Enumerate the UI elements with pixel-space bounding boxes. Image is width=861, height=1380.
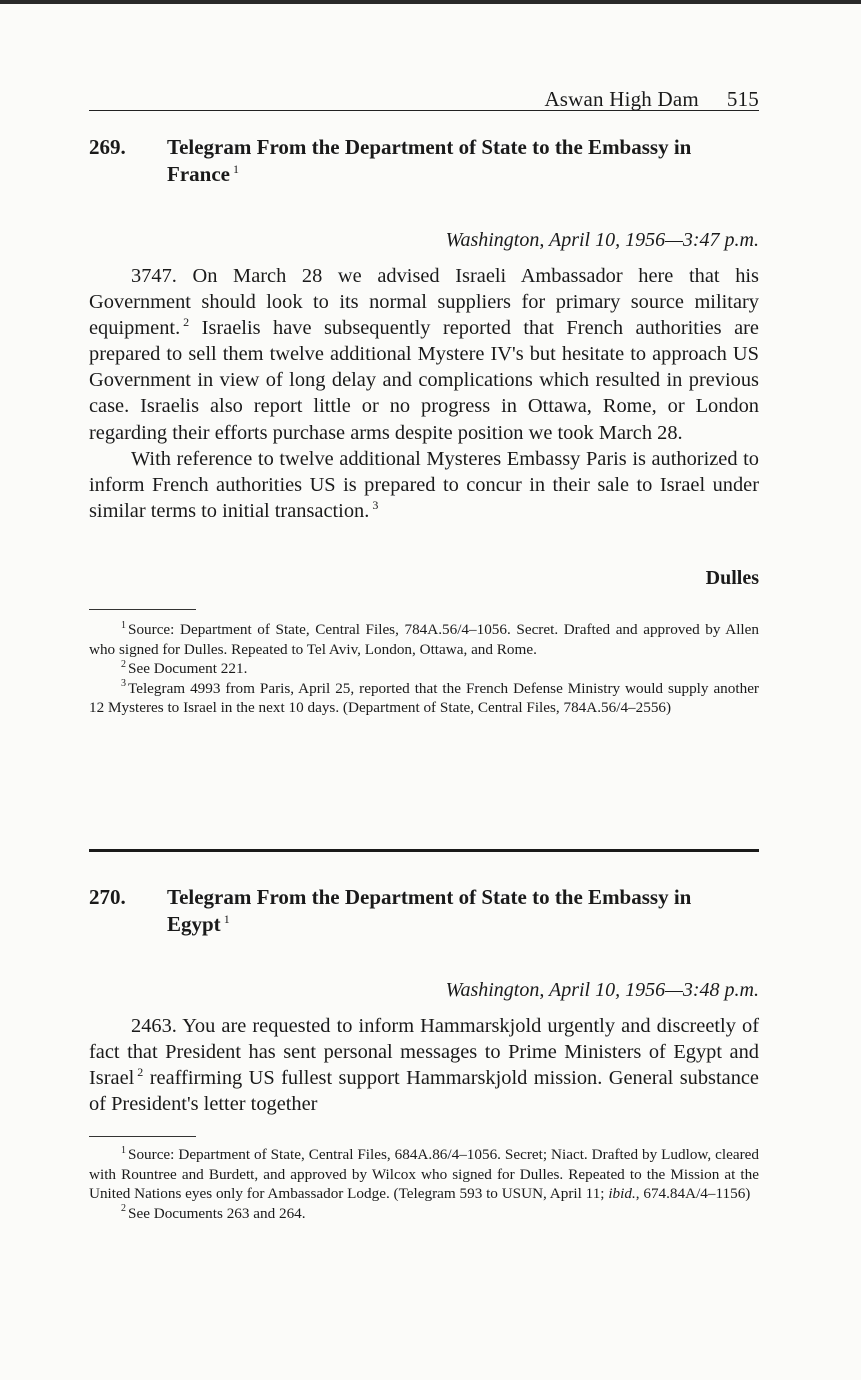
footnote — [89, 679, 759, 718]
document-title — [167, 884, 759, 938]
footnote-text: Source: Department of State, Central Files, 784A.56/4–1056. Secret. Drafted and approved by Allen who signed for Dulles. Repeated to Tel Aviv, London, Ottawa, and Rome. — [89, 621, 759, 658]
footnote-ibid: ibid. — [608, 1185, 636, 1202]
signature: Dulles — [705, 567, 759, 589]
dateline: Washington, April 10, 1956—3:48 p.m. — [445, 979, 759, 1001]
paragraph-text: reaffirming US fullest support Hammarskjold mission. General substance of President's letter together — [89, 1067, 759, 1116]
running-header-title: Aswan High Dam — [544, 87, 699, 111]
document-title-text: Telegram From the Department of State to the Embassy in France — [167, 135, 692, 186]
footnote — [89, 659, 759, 679]
page-top-edge — [0, 0, 861, 4]
footnotes — [89, 620, 759, 718]
document-269-body — [89, 263, 759, 524]
paragraph-text: With reference to twelve additional Mysteres Embassy Paris is authorized to inform French authorities US is prepared to concur in their sale to Israel under similar terms to initial transaction. — [89, 447, 759, 522]
footnote-divider — [89, 609, 196, 610]
footnote-number: 2 — [121, 658, 126, 670]
section-divider — [89, 849, 759, 852]
footnote-ref: 1 — [232, 162, 239, 176]
document-270-heading — [89, 884, 759, 938]
footnote — [89, 1145, 759, 1204]
document-number: 270. — [89, 885, 126, 909]
paragraph — [89, 1013, 759, 1117]
document-title — [167, 134, 759, 188]
footnote-text: See Document 221. — [128, 660, 248, 677]
paragraph — [89, 446, 759, 524]
footnote — [89, 1204, 759, 1224]
footnotes — [89, 1145, 759, 1223]
document-title-text: Telegram From the Department of State to the Embassy in Egypt — [167, 885, 692, 936]
footnote-number: 2 — [121, 1203, 126, 1215]
footnote-ref: 1 — [223, 912, 230, 926]
paragraph-text: 2463. You are requested to inform Hammarskjold urgently and discreetly of fact that President has sent personal messages to Prime Ministers of Egypt and Israel — [89, 1015, 759, 1090]
document-number: 269. — [89, 135, 126, 159]
paragraph — [89, 263, 759, 446]
footnote — [89, 620, 759, 659]
footnote-number: 1 — [121, 1144, 126, 1156]
footnote-ref: 3 — [372, 498, 379, 513]
footnote-text: See Documents 263 and 264. — [128, 1204, 306, 1222]
document-270-body — [89, 1013, 759, 1117]
page-number: 515 — [726, 87, 759, 111]
footnote-text: Telegram 4993 from Paris, April 25, reported that the French Defense Ministry would supply another 12 Mysteres to Israel in the next 10 days. (Department of State, Central Files, 784A.56/4–2556) — [89, 679, 759, 716]
paragraph-text: 3747. On March 28 we advised Israeli Ambassador here that his Government should look to its normal suppliers for primary source military equipment. — [89, 265, 759, 340]
footnote-ref: 2 — [183, 315, 190, 330]
document-269-heading — [89, 134, 759, 188]
running-header — [89, 88, 759, 111]
paragraph-text: Israelis have subsequently reported that French authorities are prepared to sell them twelve additional Mystere IV's but hesitate to approach US Government in view of long delay and complications which resulted in previous case. Israelis also report little or no progress in Ottawa, Rome, or London regarding their efforts purchase arms despite position we took March 28. — [89, 317, 759, 444]
footnote-text: , 674.84A/4–1156) — [635, 1185, 751, 1202]
footnote-text: Source: Department of State, Central Files, 684A.86/4–1056. Secret; Niact. Drafted by Ludlow, cleared with Rountree and Burdett, and approved by Wilcox who signed for Dulles. Repeated to the Mission at the United Nations eyes only for Ambassador Lodge. (Telegram 593 to USUN, April 11; — [89, 1146, 759, 1202]
footnote-number: 1 — [121, 619, 126, 631]
dateline: Washington, April 10, 1956—3:47 p.m. — [445, 229, 759, 251]
footnote-ref: 2 — [137, 1065, 144, 1080]
footnote-number: 3 — [121, 678, 126, 690]
footnote-divider — [89, 1136, 196, 1137]
